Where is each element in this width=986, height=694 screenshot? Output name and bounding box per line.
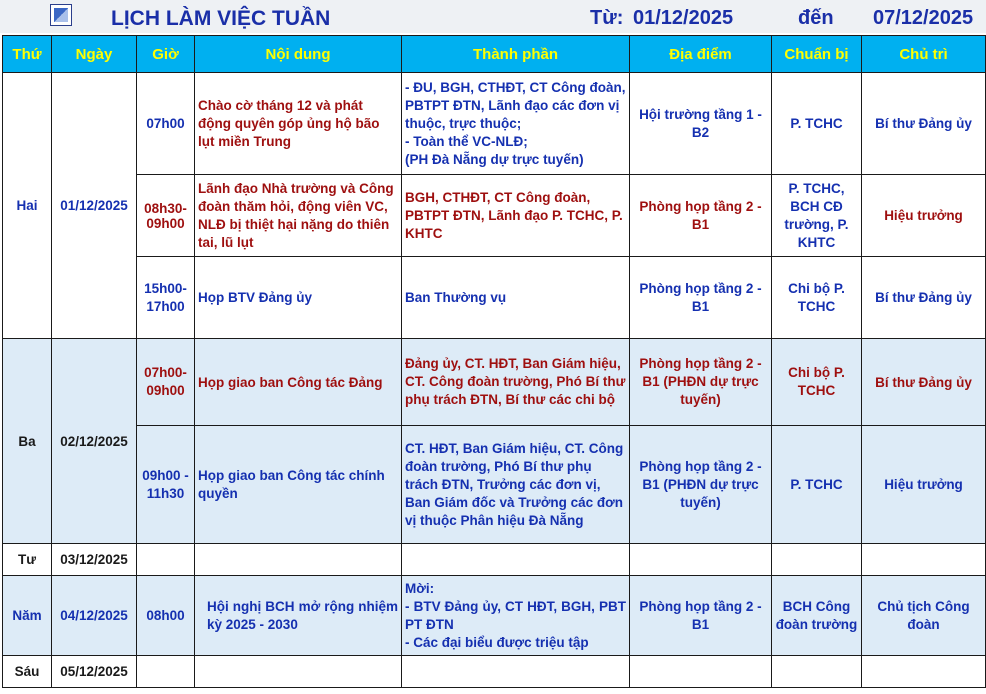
page-title: LỊCH LÀM VIỆC TUẦN — [111, 7, 331, 30]
to-date: 07/12/2025 — [873, 7, 974, 29]
col-header-chair: Chủ trì — [862, 36, 986, 73]
table-row — [3, 73, 986, 175]
empty-cell — [137, 544, 195, 576]
location-cell: Phòng họp tầng 2 - B1 — [630, 576, 772, 656]
prep-cell: P. TCHC, BCH CĐ trường, P. KHTC — [772, 175, 862, 257]
location-cell: Phòng họp tầng 2 - B1 (PHĐN dự trực tuyến) — [630, 426, 772, 544]
content-cell: Chào cờ tháng 12 và phát động quyên góp ủng hộ bão lụt miền Trung — [195, 73, 402, 175]
participant-line: - Các đại biểu được triệu tập — [405, 634, 589, 650]
prep-cell: P. TCHC — [772, 73, 862, 175]
title-bar — [0, 0, 986, 33]
participant-line: - Toàn thể VC-NLĐ; — [405, 133, 528, 149]
empty-cell — [137, 656, 195, 688]
location-cell: Hội trường tầng 1 - B2 — [630, 73, 772, 175]
chair-cell: Chủ tịch Công đoàn — [862, 576, 986, 656]
table-row — [3, 426, 986, 544]
col-header-time: Giờ — [137, 36, 195, 73]
participants-cell — [402, 576, 630, 656]
participants-cell: BGH, CTHĐT, CT Công đoàn, PBTPT ĐTN, Lãnh đạo P. TCHC, P. KHTC — [402, 175, 630, 257]
table-row — [3, 339, 986, 426]
empty-cell — [195, 544, 402, 576]
participants-cell — [402, 73, 630, 175]
chair-cell: Bí thư Đảng ủy — [862, 257, 986, 339]
weekday-cell: Sáu — [3, 656, 52, 688]
participants-cell: CT. HĐT, Ban Giám hiệu, CT. Công đoàn trường, Phó Bí thư phụ trách ĐTN, Trưởng các đơn vị, Ban Giám đốc và Trưởng các đơn vị thuộc Phân hiệu Đà Nẵng — [402, 426, 630, 544]
university-logo-icon — [50, 4, 72, 26]
empty-cell — [195, 656, 402, 688]
date-cell: 01/12/2025 — [52, 73, 137, 339]
date-cell: 05/12/2025 — [52, 656, 137, 688]
weekday-cell: Năm — [3, 576, 52, 656]
col-header-location: Địa điểm — [630, 36, 772, 73]
location-cell: Phòng họp tầng 2 - B1 — [630, 175, 772, 257]
time-cell: 07h00-09h00 — [137, 339, 195, 426]
participant-line: - BTV Đảng ủy, CT HĐT, BGH, PBT PT ĐTN — [405, 598, 626, 632]
content-cell: Lãnh đạo Nhà trường và Công đoàn thăm hỏi, động viên VC, NLĐ bị thiệt hại nặng do thiên tai, lũ lụt — [195, 175, 402, 257]
content-cell: Họp giao ban Công tác Đảng — [195, 339, 402, 426]
empty-cell — [772, 544, 862, 576]
chair-cell: Bí thư Đảng ủy — [862, 73, 986, 175]
chair-cell: Bí thư Đảng ủy — [862, 339, 986, 426]
header-row — [3, 36, 986, 73]
weekday-cell: Tư — [3, 544, 52, 576]
time-cell: 15h00-17h00 — [137, 257, 195, 339]
weekday-cell: Ba — [3, 339, 52, 544]
table-row — [3, 576, 986, 656]
col-header-prep: Chuẩn bị — [772, 36, 862, 73]
prep-cell: BCH Công đoàn trường — [772, 576, 862, 656]
participant-line: Mời: — [405, 580, 435, 596]
empty-cell — [772, 656, 862, 688]
time-cell: 08h30-09h00 — [137, 175, 195, 257]
empty-cell — [402, 544, 630, 576]
col-header-participants: Thành phần — [402, 36, 630, 73]
chair-cell: Hiệu trưởng — [862, 175, 986, 257]
from-date: 01/12/2025 — [633, 7, 734, 29]
location-cell: Phòng họp tầng 2 - B1 (PHĐN dự trực tuyến) — [630, 339, 772, 426]
empty-cell — [630, 656, 772, 688]
to-label: đến — [798, 7, 834, 29]
col-header-content: Nội dung — [195, 36, 402, 73]
time-cell: 09h00 - 11h30 — [137, 426, 195, 544]
table-row — [3, 544, 986, 576]
participants-cell: Đảng ủy, CT. HĐT, Ban Giám hiệu, CT. Công đoàn trường, Phó Bí thư phụ trách ĐTN, Bí thư các chi bộ — [402, 339, 630, 426]
participants-cell: Ban Thường vụ — [402, 257, 630, 339]
empty-cell — [630, 544, 772, 576]
table-row — [3, 175, 986, 257]
content-cell: Họp giao ban Công tác chính quyền — [195, 426, 402, 544]
date-cell: 03/12/2025 — [52, 544, 137, 576]
weekday-cell: Hai — [3, 73, 52, 339]
date-cell: 04/12/2025 — [52, 576, 137, 656]
participant-line: (PH Đà Nẵng dự trực tuyến) — [405, 151, 584, 167]
content-cell: Họp BTV Đảng ủy — [195, 257, 402, 339]
empty-cell — [402, 656, 630, 688]
table-row — [3, 257, 986, 339]
time-cell: 08h00 — [137, 576, 195, 656]
col-header-date: Ngày — [52, 36, 137, 73]
date-cell: 02/12/2025 — [52, 339, 137, 544]
col-header-weekday: Thứ — [3, 36, 52, 73]
content-cell: Hội nghị BCH mở rộng nhiệm kỳ 2025 - 2030 — [195, 576, 402, 656]
location-cell: Phòng họp tầng 2 - B1 — [630, 257, 772, 339]
schedule-table — [2, 35, 986, 688]
time-cell: 07h00 — [137, 73, 195, 175]
table-row — [3, 656, 986, 688]
prep-cell: Chi bộ P. TCHC — [772, 339, 862, 426]
participant-line: - ĐU, BGH, CTHĐT, CT Công đoàn, PBTPT ĐTN, Lãnh đạo các đơn vị thuộc, trực thuộc; — [405, 79, 626, 131]
prep-cell: P. TCHC — [772, 426, 862, 544]
empty-cell — [862, 656, 986, 688]
prep-cell: Chi bộ P. TCHC — [772, 257, 862, 339]
from-label: Từ: — [590, 7, 624, 29]
empty-cell — [862, 544, 986, 576]
chair-cell: Hiệu trưởng — [862, 426, 986, 544]
